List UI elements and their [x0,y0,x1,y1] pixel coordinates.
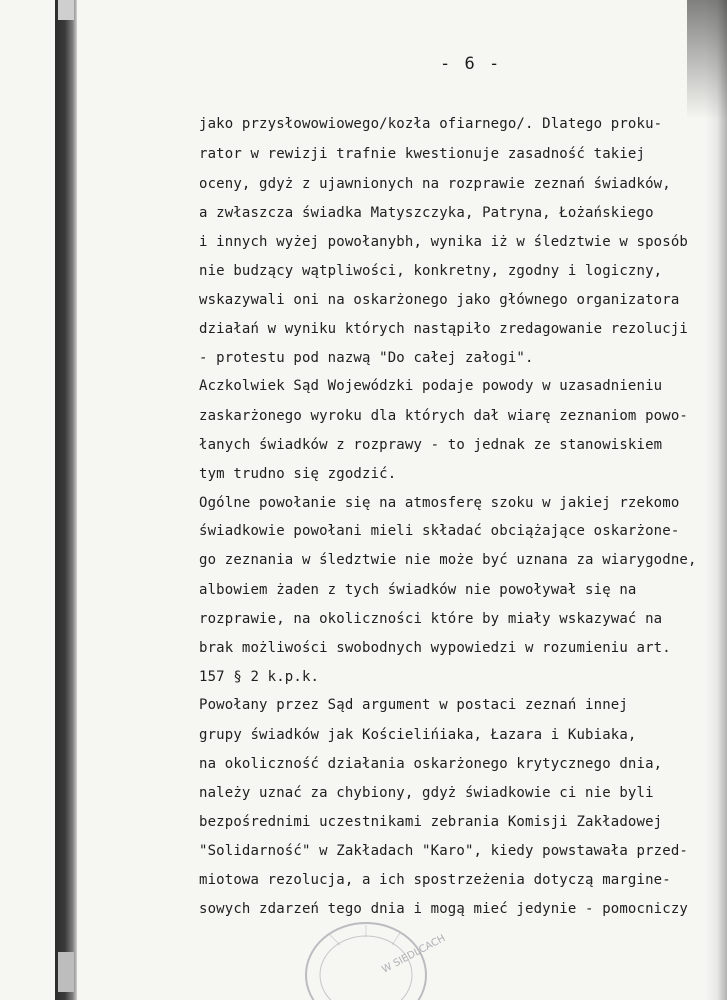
scan-left-edge [55,0,77,1000]
text-line: - protestu pod nazwą "Do całej załogi". [199,350,534,366]
text-line: świadkowie powołani mieli składać obciążające oskarżone- [199,523,680,539]
text-line: i innych wyżej powołanybh, wynika iż w śledztwie w sposób [199,234,688,250]
scan-right-top-shadow [687,0,727,120]
text-line: jako przysłowowiowego/kozła ofiarnego/. Dlatego proku- [199,116,663,132]
text-line: działań w wyniku których nastąpiło zredagowanie rezolucji [199,321,688,337]
text-line: bezpośrednimi uczestnikami zebrania Komisji Zakładowej [199,814,663,830]
text-line: miotowa rezolucja, a ich spostrzeżenia dotyczą margine- [199,872,671,888]
stamp-text: W SIEDLCACH [380,933,448,976]
text-line: brak możliwości swobodnych wypowiedzi w rozumieniu art. [199,640,671,656]
text-line: go zeznania w śledztwie nie może być uznana za wiarygodne, [199,552,697,568]
text-line: zaskarżonego wyroku dla których dał wiarę zeznaniom powo- [199,408,688,424]
text-line: "Solidarność" w Zakładach "Karo", kiedy powstawała przed- [199,843,688,859]
text-line: 157 § 2 k.p.k. [199,669,320,685]
court-stamp-seal [300,905,448,997]
text-line: nie budzący wątpliwości, konkretny, zgodny i logiczny, [199,263,663,279]
text-line: wskazywali oni na oskarżonego jako głównego organizatora [199,292,680,308]
text-line: albowiem żaden z tych świadków nie powoływał się na [199,582,637,598]
text-line: Powołany przez Sąd argument w postaci zeznań innej [199,697,628,713]
text-line: oceny, gdyż z ujawnionych na rozprawie zeznań świadków, [199,176,671,192]
text-line: a zwłaszcza świadka Matyszczyka, Patryna, Łożańskiego [199,205,654,221]
text-line: Aczkolwiek Sąd Wojewódzki podaje powody w uzasadnieniu [199,378,663,394]
scan-left-edge-bottom [58,952,74,992]
text-line: należy uznać za chybiony, gdyż świadkowie ci nie byli [199,785,654,801]
text-line: rozprawie, na okoliczności które by miały wskazywać na [199,611,663,627]
scan-left-edge-top [58,0,74,20]
text-line: rator w rewizji trafnie kwestionuje zasadność takiej [199,146,646,162]
text-line: łanych świadków z rozprawy - to jednak ze stanowiskiem [199,437,663,453]
scan-right-edge [705,0,727,1000]
text-line: tym trudno się zgodzić. [199,466,397,482]
text-line: grupy świadków jak Kościelińiaka, Łazara i Kubiaka, [199,727,637,743]
text-line: sowych zdarzeń tego dnia i mogą mieć jedynie - pomocniczy [199,901,688,917]
text-line: na okoliczność działania oskarżonego krytycznego dnia, [199,756,663,772]
page-number: - 6 - [440,54,502,74]
text-line: Ogólne powołanie się na atmosferę szoku w jakiej rzekomo [199,495,680,511]
